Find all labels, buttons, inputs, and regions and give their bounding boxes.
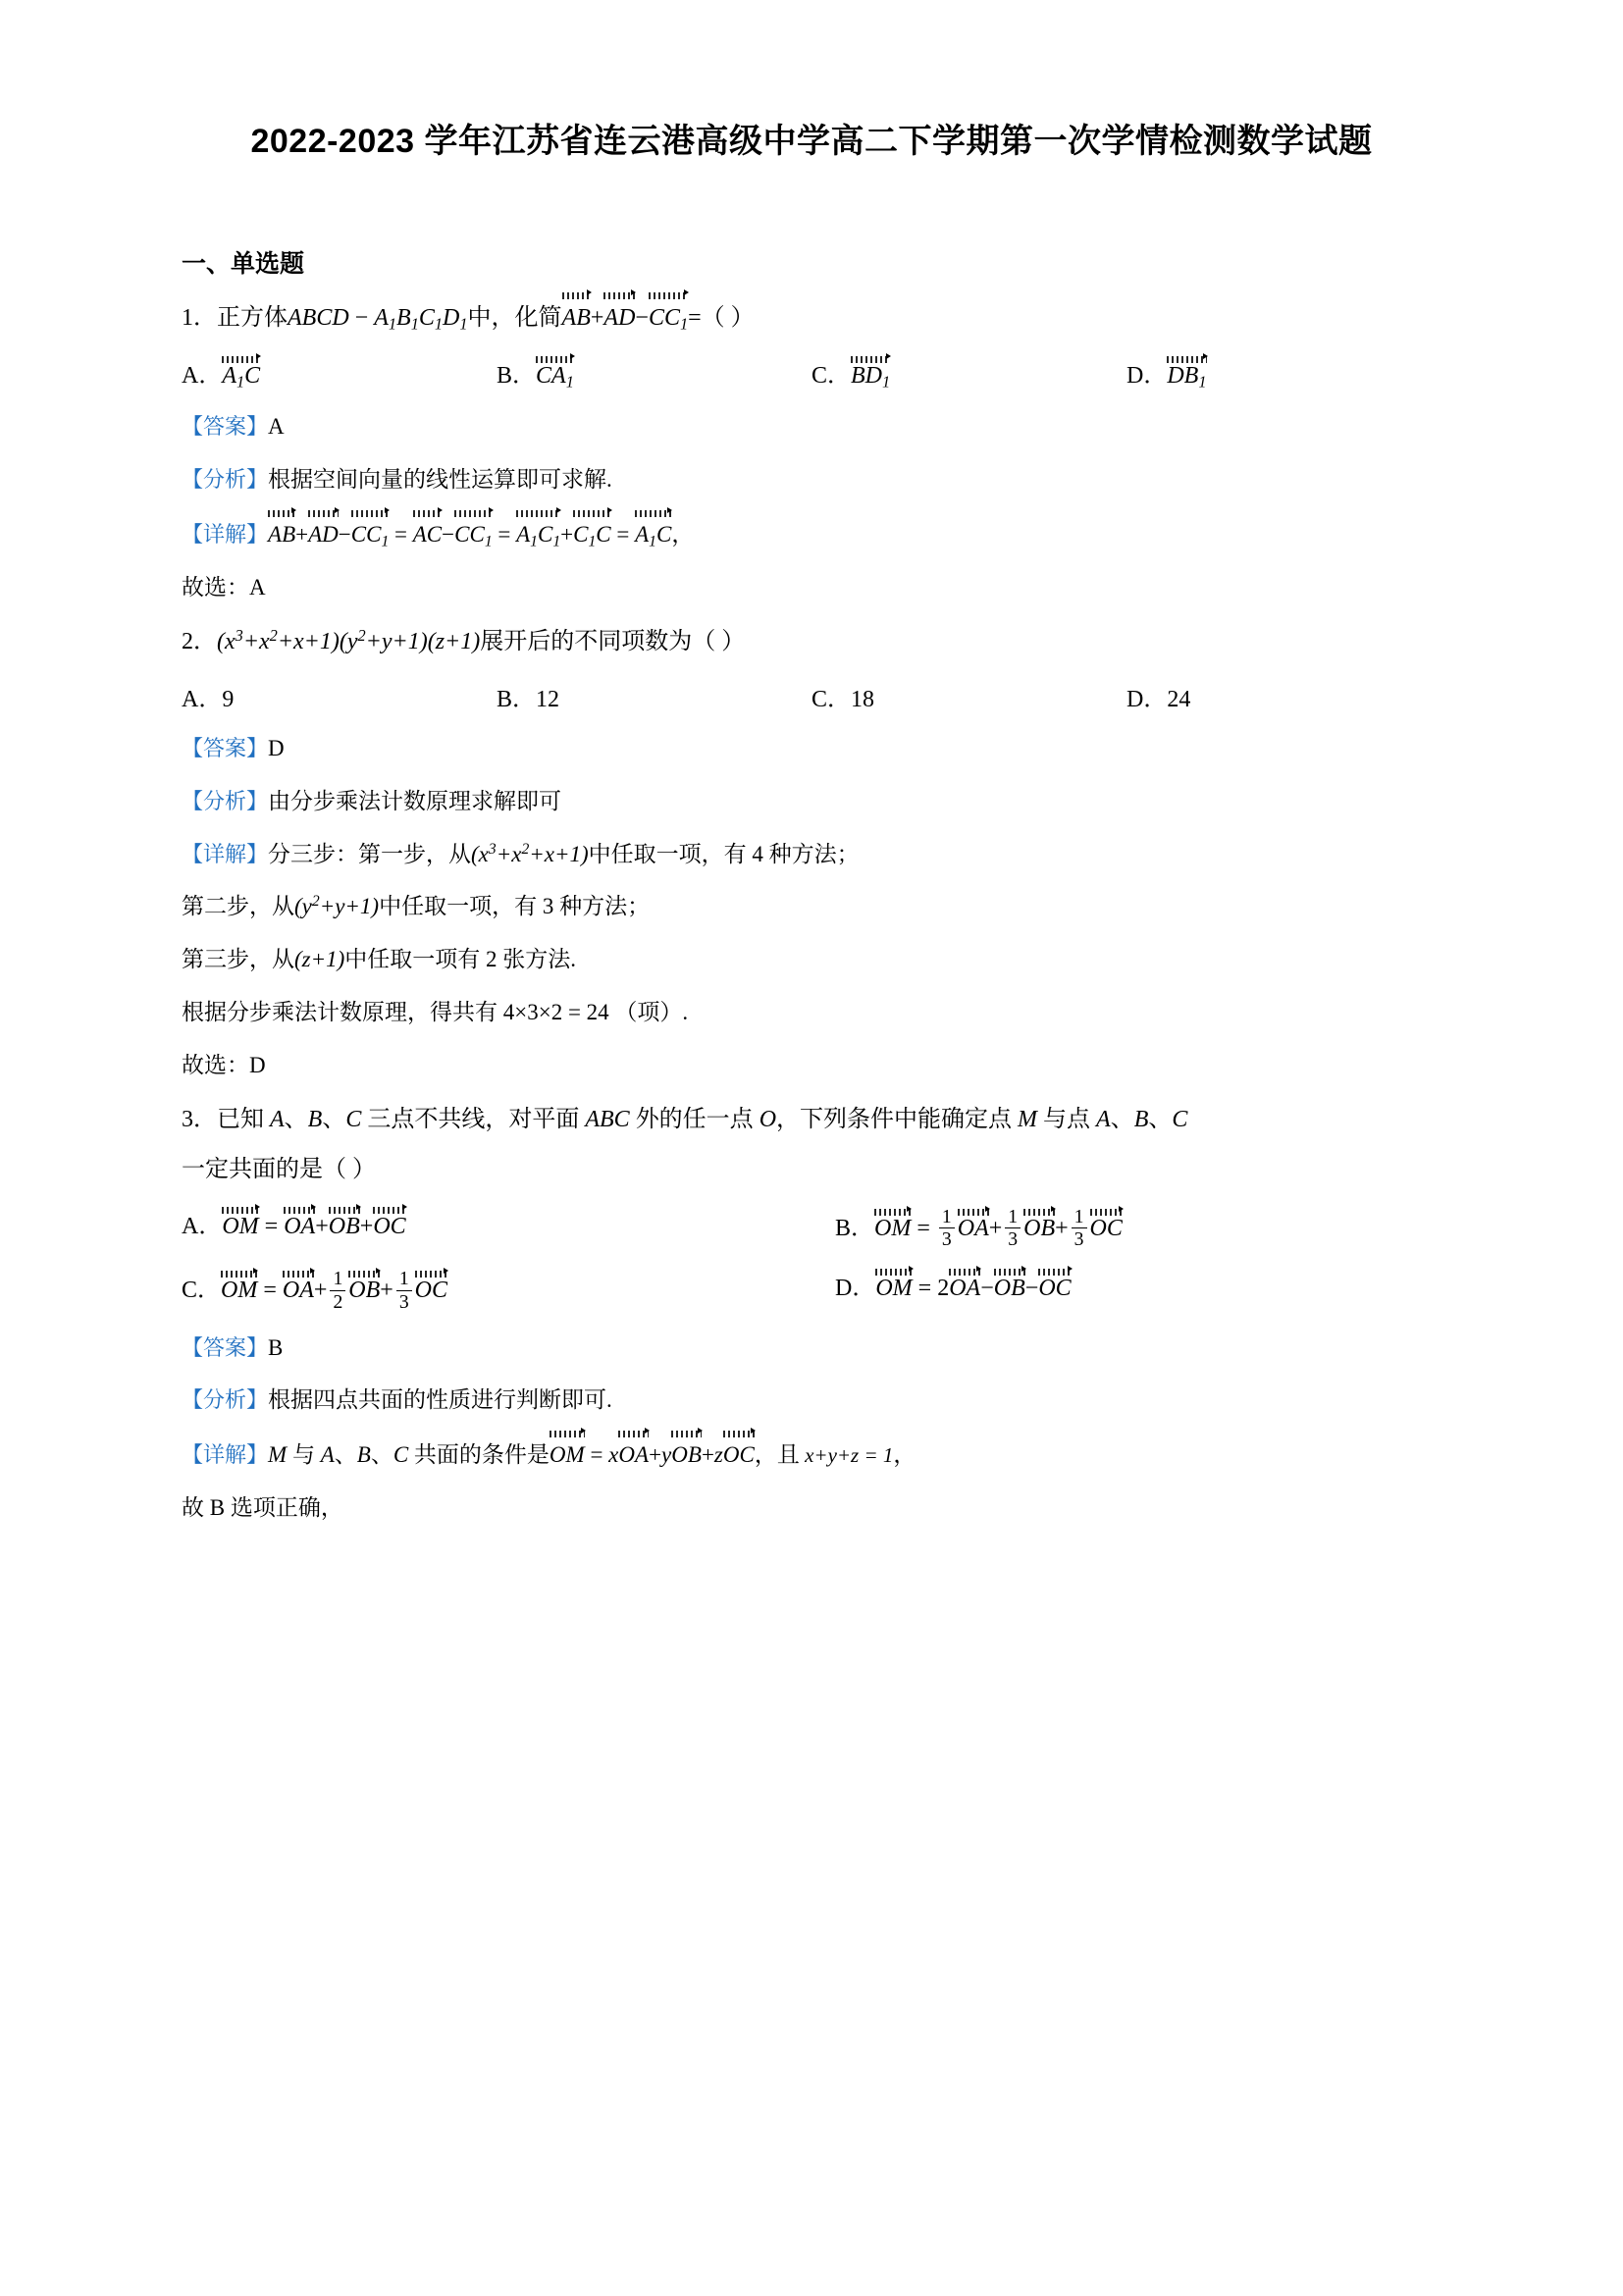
choose-label: 故选： [182, 1052, 249, 1077]
analysis-text: 根据空间向量的线性运算即可求解. [268, 467, 612, 493]
option-a[interactable] [182, 679, 497, 713]
question-1-stem: 1．正方体ABCD − $A_1B_1C_1D_1$中，化简$AB+AD-CC_1=$（ ） [182, 297, 1441, 338]
detail-tag: 【详解】 [182, 1442, 269, 1468]
question-2-detail-2: 第二步，从$(y^2+y+1)$中任取一项，有 3 种方法； [182, 893, 651, 919]
question-1-detail: 【详解】$AB+AD-CC_1 = AC-CC_1 = A_1C_1+C_1C = A_1C$， [182, 515, 1441, 553]
option-d-text: 24 [1167, 687, 1191, 713]
question-1-choose [182, 570, 1441, 606]
analysis-tag: 【分析】 [182, 788, 269, 813]
question-1-stem-end: =（ ） [688, 304, 755, 331]
question-3-options-row-1 [182, 1206, 1441, 1250]
option-a[interactable]: A．$A_1C$ [182, 362, 261, 391]
option-b[interactable]: B．OM = $\frac{1}{3}$ OA+ $\frac{1}{3}$ OB+ $\frac{1}{3}$ OC [835, 1206, 1123, 1251]
option-b-key: B． [835, 1216, 875, 1242]
option-c-key: C． [182, 1278, 222, 1304]
question-3-analysis [182, 1383, 1441, 1419]
option-c[interactable]: C．OM = OA+ $\frac{1}{2}$ OB+ $\frac{1}{3}$ OC [182, 1268, 448, 1313]
analysis-text: 根据四点共面的性质进行判断即可. [268, 1387, 612, 1413]
answer-value: B [268, 1334, 284, 1360]
question-3-answer [182, 1331, 1441, 1367]
analysis-text: 由分步乘法计数原理求解即可 [268, 788, 562, 813]
detail-tag: 【详解】 [182, 841, 269, 866]
option-b-text: 12 [536, 687, 560, 713]
question-1-answer [182, 409, 1441, 445]
option-b-key: B． [497, 362, 537, 389]
question-2-detail-4: 根据分步乘法计数原理，得共有 4×3×2 = 24 （项）. [182, 1000, 689, 1025]
question-1-stem-mid: 中，化简 [467, 304, 562, 331]
question-3-conclusion: 故 B 选项正确， [182, 1494, 343, 1520]
question-1-stem-pre: 正方体 [217, 304, 288, 331]
option-c-key: C． [812, 687, 852, 713]
question-2-choose [182, 1048, 1441, 1084]
question-1-analysis [182, 462, 1441, 498]
analysis-tag: 【分析】 [182, 467, 269, 493]
option-d[interactable]: D．OM = 2OA−OB−OC [835, 1276, 1072, 1302]
section-heading: 一、单选题 [182, 249, 305, 278]
question-3-stem-line-2: 一定共面的是（ ） [182, 1156, 376, 1182]
page-title: 2022-2023 学年江苏省连云港高级中学高二下学期第一次学情检测数学试题 [250, 123, 1373, 160]
question-3-options-row-2 [182, 1268, 1441, 1312]
option-d[interactable] [1126, 679, 1441, 713]
answer-tag: 【答案】 [182, 414, 269, 440]
option-a-key: A． [182, 1214, 223, 1240]
answer-tag: 【答案】 [182, 1334, 269, 1360]
option-d-key: D． [1126, 362, 1168, 389]
question-3-number: 3 [182, 1106, 193, 1132]
question-2-analysis [182, 784, 1441, 820]
option-a-key: A． [182, 362, 223, 389]
question-2-detail-3: 第三步，从(z+1)中任取一项有 2 张方法. [182, 947, 577, 972]
answer-tag: 【答案】 [182, 736, 269, 761]
choose-label: 故选： [182, 575, 249, 600]
option-a[interactable]: A．OM = OA+OB+OC [182, 1214, 406, 1240]
option-d[interactable]: D．$DB_1$ [1126, 362, 1207, 391]
answer-value: A [268, 414, 285, 440]
choose-value: A [249, 575, 266, 600]
question-2-stem: 2．$(x^3+x^2+x+1)(y^2+y+1)(z+1)$展开后的不同项数为（ ） [182, 626, 746, 655]
option-a-text: 9 [222, 687, 235, 713]
question-1-number: 1 [182, 304, 193, 331]
answer-value: D [268, 736, 285, 761]
detail-tag: 【详解】 [182, 521, 269, 547]
option-b[interactable]: B．$CA_1$ [497, 362, 574, 391]
option-b[interactable] [497, 679, 812, 713]
option-c-text: 18 [851, 687, 875, 713]
question-3-detail: 【详解】M 与 A、B、C 共面的条件是OM = xOA+yOB+zOC，且 x+y+z = 1， [182, 1435, 1441, 1474]
option-a-key: A． [182, 687, 223, 713]
question-3-stem-line-1: 3．已知 A、B、C 三点不共线，对平面 ABC 外的任一点 O，下列条件中能确定点 M 与点 A、B、C [182, 1106, 1188, 1132]
choose-value: D [249, 1052, 266, 1077]
option-b-key: B． [497, 687, 537, 713]
option-c-key: C． [812, 362, 852, 389]
option-c[interactable] [812, 679, 1126, 713]
question-2-detail-1: 【详解】分三步：第一步，从$(x^3+x^2+x+1)$中任取一项，有 4 种方法； [182, 840, 860, 866]
option-d-key: D． [1126, 687, 1168, 713]
analysis-tag: 【分析】 [182, 1387, 269, 1413]
option-d-key: D． [835, 1276, 876, 1302]
option-c[interactable]: C．$BD_1$ [812, 362, 891, 391]
question-2-options [182, 679, 1441, 713]
question-1-options [182, 355, 1441, 392]
question-2-answer [182, 731, 1441, 767]
question-2-number: 2 [182, 629, 193, 655]
